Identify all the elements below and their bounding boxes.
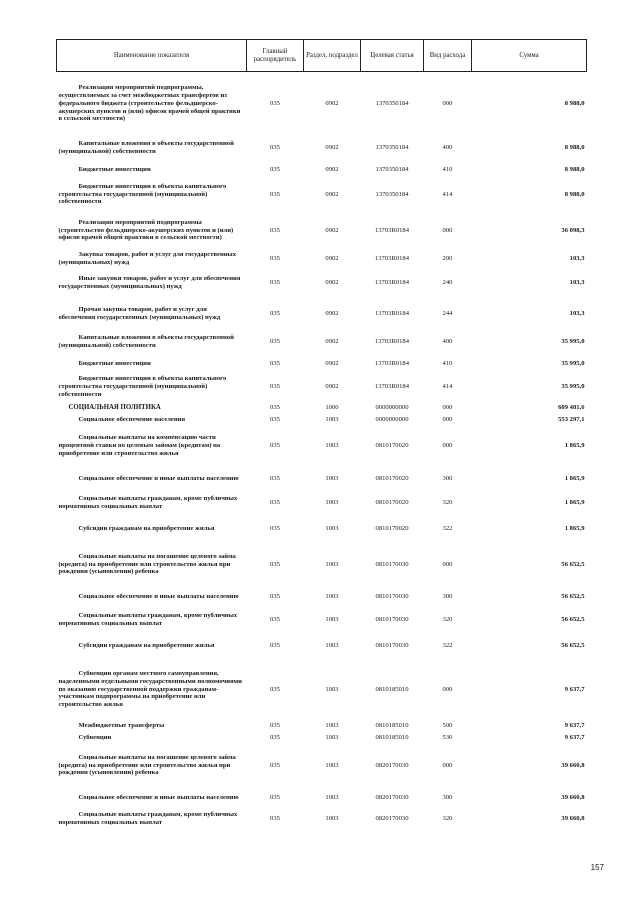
header-section: Раздел, подраздел — [304, 40, 361, 72]
header-amount: Сумма — [472, 40, 587, 72]
row-admin: 035 — [270, 524, 280, 532]
table-row — [57, 660, 587, 720]
row-name: Социальные выплаты на погашение целевого займа (кредита) на приобретение или строительство жилья при рождении (усыновлении) ребенка — [58, 753, 236, 777]
row-section: 0902 — [325, 309, 339, 317]
row-target: 0820170030 — [375, 814, 409, 822]
row-expense-type: 410 — [442, 359, 453, 367]
row-amount: 609 481,6 — [558, 403, 585, 411]
row-amount: 9 637,7 — [564, 733, 585, 741]
row-amount: 35 995,0 — [561, 359, 585, 367]
row-section: 0902 — [325, 359, 339, 367]
row-section: 0902 — [325, 278, 339, 286]
row-expense-type: 322 — [442, 642, 453, 650]
row-admin: 035 — [270, 685, 280, 693]
row-amount: 1 865,9 — [564, 524, 585, 532]
row-target: 1370350184 — [375, 99, 409, 107]
row-admin: 035 — [270, 761, 280, 769]
row-expense-type: 244 — [442, 309, 453, 317]
row-admin: 035 — [270, 144, 280, 152]
row-name: Капитальные вложения в объекты государственной (муниципальной) собственности — [58, 140, 234, 155]
table-row — [57, 402, 587, 414]
header-name: Наименование показателя — [57, 40, 247, 72]
row-section: 1003 — [325, 474, 339, 482]
row-name: Субсидии гражданам на приобретение жилья — [78, 524, 215, 532]
row-amount: 9 637,7 — [564, 721, 585, 729]
row-target: 0000000000 — [375, 415, 409, 423]
row-amount: 103,3 — [569, 309, 585, 317]
row-admin: 035 — [270, 474, 280, 482]
table-row — [57, 161, 587, 179]
row-admin: 035 — [270, 165, 280, 173]
row-section: 0902 — [325, 144, 339, 152]
row-name: Прочая закупка товаров, работ и услуг для обеспечения государственных (муниципальных) нужд — [58, 305, 221, 321]
row-amount: 36 098,3 — [561, 226, 585, 234]
row-target: 13703R0184 — [374, 383, 410, 391]
row-amount: 39 660,8 — [561, 793, 585, 801]
table-row — [57, 72, 587, 136]
row-admin: 035 — [270, 278, 280, 286]
row-amount: 8 988,0 — [564, 190, 585, 198]
row-target: 0810170020 — [375, 474, 409, 482]
table-row — [57, 298, 587, 330]
row-section: 1000 — [325, 403, 339, 411]
row-admin: 035 — [270, 592, 280, 600]
row-target: 0810185010 — [375, 733, 409, 741]
row-name: Субвенции — [78, 733, 112, 741]
row-name: Реализация мероприятий подпрограммы, осуществляемых за счет межбюджетных трансфертов из федерального бюджета (строительство фельдшерско-акушерских пунктов и (или) офисов врачей общей практики в сельской местности) — [58, 84, 241, 123]
table-row — [57, 211, 587, 251]
row-target: 1370350184 — [375, 190, 409, 198]
row-section: 1003 — [325, 761, 339, 769]
row-amount: 553 297,1 — [558, 415, 585, 423]
row-expense-type: 500 — [442, 721, 453, 729]
row-name: Социальные выплаты на погашение целевого займа (кредита) на приобретение или строительство жилья при рождении (усыновлении) ребенка — [58, 552, 236, 576]
row-amount: 56 652,5 — [561, 592, 585, 600]
header-target: Целевая статья — [361, 40, 424, 72]
row-expense-type: 000 — [442, 226, 453, 234]
table-row — [57, 373, 587, 402]
row-section: 1003 — [325, 592, 339, 600]
table-header — [57, 40, 587, 72]
row-admin: 035 — [270, 498, 280, 506]
row-name: Субвенции органам местного самоуправления, наделенными отдельными государственными полномочиями по оказанию государственной поддержки гражданам-участникам подпрограммы на приобретение или строительство жилья — [58, 670, 242, 709]
row-target: 0810170030 — [375, 615, 409, 623]
row-target: 1370350184 — [375, 144, 409, 152]
row-name: Социальные выплаты на компенсацию части процентной ставки по целевым займам (кредитам) на приобретение или строительство жилья — [58, 434, 221, 457]
row-amount: 39 660,8 — [561, 761, 585, 769]
row-target: 0820170030 — [375, 793, 409, 801]
row-name: Бюджетные инвестиции — [78, 359, 151, 367]
row-expense-type: 000 — [442, 403, 453, 411]
row-amount: 39 660,8 — [561, 814, 585, 822]
row-section: 1003 — [325, 793, 339, 801]
row-target: 13703R0184 — [374, 278, 410, 286]
row-name: Социальное обеспечение и иные выплаты населению — [78, 474, 239, 482]
row-expense-type: 400 — [442, 338, 453, 346]
table-body — [57, 72, 587, 830]
table-row — [57, 808, 587, 830]
row-expense-type: 240 — [442, 278, 453, 286]
row-section: 0902 — [325, 226, 339, 234]
table-row — [57, 720, 587, 732]
row-section: 1003 — [325, 642, 339, 650]
row-amount: 1 865,9 — [564, 474, 585, 482]
row-name: Социальные выплаты гражданам, кроме публичных нормативных социальных выплат — [58, 611, 238, 627]
row-expense-type: 320 — [442, 615, 453, 623]
row-name: Социальные выплаты гражданам, кроме публичных нормативных социальных выплат — [58, 810, 238, 826]
row-name: Иные закупки товаров, работ и услуг для обеспечения государственных (муниципальных) нужд — [58, 274, 241, 290]
row-admin: 035 — [270, 415, 280, 423]
row-section: 0902 — [325, 338, 339, 346]
row-amount: 103,3 — [569, 255, 585, 263]
row-amount: 1 865,9 — [564, 498, 585, 506]
row-admin: 035 — [270, 721, 280, 729]
table-row — [57, 426, 587, 467]
row-section: 1003 — [325, 615, 339, 623]
row-admin: 035 — [270, 733, 280, 741]
row-target: 13703R0184 — [374, 338, 410, 346]
row-admin: 035 — [270, 309, 280, 317]
row-target: 13703R0184 — [374, 359, 410, 367]
row-admin: 035 — [270, 442, 280, 450]
row-expense-type: 000 — [442, 761, 453, 769]
row-name: Социальные выплаты гражданам, кроме публичных нормативных социальных выплат — [58, 494, 238, 510]
row-admin: 035 — [270, 255, 280, 263]
row-amount: 8 988,0 — [564, 99, 585, 107]
row-expense-type: 300 — [442, 793, 453, 801]
row-section: 1003 — [325, 498, 339, 506]
row-expense-type: 414 — [442, 383, 453, 391]
row-target: 0810170020 — [375, 442, 409, 450]
row-amount: 56 652,5 — [561, 642, 585, 650]
row-section: 0902 — [325, 190, 339, 198]
table-row — [57, 179, 587, 211]
row-target: 0000000000 — [375, 403, 409, 411]
row-section: 1003 — [325, 560, 339, 568]
row-target: 13703R0184 — [374, 255, 410, 263]
row-name: СОЦИАЛЬНАЯ ПОЛИТИКА — [68, 403, 161, 411]
row-name: Субсидии гражданам на приобретение жилья — [78, 642, 215, 650]
table-row — [57, 330, 587, 355]
row-target: 0810170030 — [375, 642, 409, 650]
table-row — [57, 587, 587, 607]
row-expense-type: 300 — [442, 592, 453, 600]
row-section: 1003 — [325, 721, 339, 729]
table-row — [57, 633, 587, 660]
row-section: 1003 — [325, 685, 339, 693]
row-amount: 103,3 — [569, 278, 585, 286]
row-section: 1003 — [325, 814, 339, 822]
table-row — [57, 543, 587, 587]
row-expense-type: 320 — [442, 814, 453, 822]
table-row — [57, 491, 587, 515]
row-amount: 1 865,9 — [564, 442, 585, 450]
row-target: 0820170030 — [375, 761, 409, 769]
table-row — [57, 744, 587, 788]
row-amount: 56 652,5 — [561, 560, 585, 568]
row-admin: 035 — [270, 642, 280, 650]
page-number: 157 — [590, 863, 604, 872]
row-name: Социальное обеспечение и иные выплаты населению — [78, 592, 239, 600]
row-name: Социальное обеспечение и иные выплаты населению — [78, 793, 239, 801]
table-row — [57, 732, 587, 744]
row-admin: 035 — [270, 359, 280, 367]
row-expense-type: 400 — [442, 144, 453, 152]
row-expense-type: 000 — [442, 685, 453, 693]
row-amount: 8 988,0 — [564, 144, 585, 152]
row-admin: 035 — [270, 403, 280, 411]
row-target: 0810185010 — [375, 721, 409, 729]
row-amount: 9 637,7 — [564, 685, 585, 693]
row-expense-type: 414 — [442, 190, 453, 198]
row-name: Реализация мероприятий подпрограммы (строительство фельдшерско-акушерских пунктов и (или) офисов врачей общей практики в сельской местности) — [58, 218, 234, 242]
row-admin: 035 — [270, 615, 280, 623]
row-section: 1003 — [325, 524, 339, 532]
row-amount: 8 988,0 — [564, 165, 585, 173]
row-admin: 035 — [270, 338, 280, 346]
row-name: Бюджетные инвестиции в объекты капитального строительства государственной (муниципальной) собственности — [58, 375, 227, 398]
row-section: 1003 — [325, 733, 339, 741]
row-expense-type: 322 — [442, 524, 453, 532]
row-expense-type: 200 — [442, 255, 453, 263]
row-name: Межбюджетные трансферты — [78, 721, 165, 729]
row-target: 13703R0184 — [374, 226, 410, 234]
row-name: Закупка товаров, работ и услуг для государственных (муниципальных) нужд — [58, 251, 236, 266]
row-expense-type: 320 — [442, 498, 453, 506]
row-target: 0810170020 — [375, 498, 409, 506]
row-admin: 035 — [270, 383, 280, 391]
row-name: Бюджетные инвестиции — [78, 165, 151, 173]
row-section: 1003 — [325, 442, 339, 450]
row-section: 0902 — [325, 99, 339, 107]
row-admin: 035 — [270, 793, 280, 801]
row-name: Капитальные вложения в объекты государственной (муниципальной) собственности — [58, 334, 234, 349]
table-row — [57, 355, 587, 373]
row-section: 0902 — [325, 165, 339, 173]
table-row — [57, 788, 587, 808]
row-amount: 35 995,0 — [561, 338, 585, 346]
budget-document-page — [56, 39, 586, 830]
row-admin: 035 — [270, 190, 280, 198]
row-admin: 035 — [270, 814, 280, 822]
row-expense-type: 000 — [442, 415, 453, 423]
table-row — [57, 414, 587, 426]
row-admin: 035 — [270, 226, 280, 234]
table-row — [57, 136, 587, 161]
row-admin: 035 — [270, 99, 280, 107]
table-row — [57, 251, 587, 268]
row-section: 0902 — [325, 255, 339, 263]
row-expense-type: 000 — [442, 99, 453, 107]
row-name: Бюджетные инвестиции в объекты капитального строительства государственной (муниципальной) собственности — [58, 182, 227, 206]
row-target: 1370350184 — [375, 165, 409, 173]
row-expense-type: 530 — [442, 733, 453, 741]
row-expense-type: 410 — [442, 165, 453, 173]
table-row — [57, 467, 587, 491]
table-row — [57, 268, 587, 298]
row-section: 1003 — [325, 415, 339, 423]
row-target: 0810170030 — [375, 560, 409, 568]
budget-table — [56, 39, 587, 830]
row-target: 0810170020 — [375, 524, 409, 532]
row-expense-type: 000 — [442, 442, 453, 450]
row-expense-type: 300 — [442, 474, 453, 482]
table-row — [57, 607, 587, 633]
row-admin: 035 — [270, 560, 280, 568]
row-amount: 35 995,0 — [561, 383, 585, 391]
row-name: Социальное обеспечение населения — [78, 415, 186, 423]
header-admin: Главный распорядитель — [247, 40, 304, 72]
header-expense-type: Вид расхода — [424, 40, 472, 72]
row-target: 13703R0184 — [374, 309, 410, 317]
row-section: 0902 — [325, 383, 339, 391]
row-amount: 56 652,5 — [561, 615, 585, 623]
table-row — [57, 515, 587, 543]
row-target: 0810185010 — [375, 685, 409, 693]
row-target: 0810170030 — [375, 592, 409, 600]
row-expense-type: 000 — [442, 560, 453, 568]
